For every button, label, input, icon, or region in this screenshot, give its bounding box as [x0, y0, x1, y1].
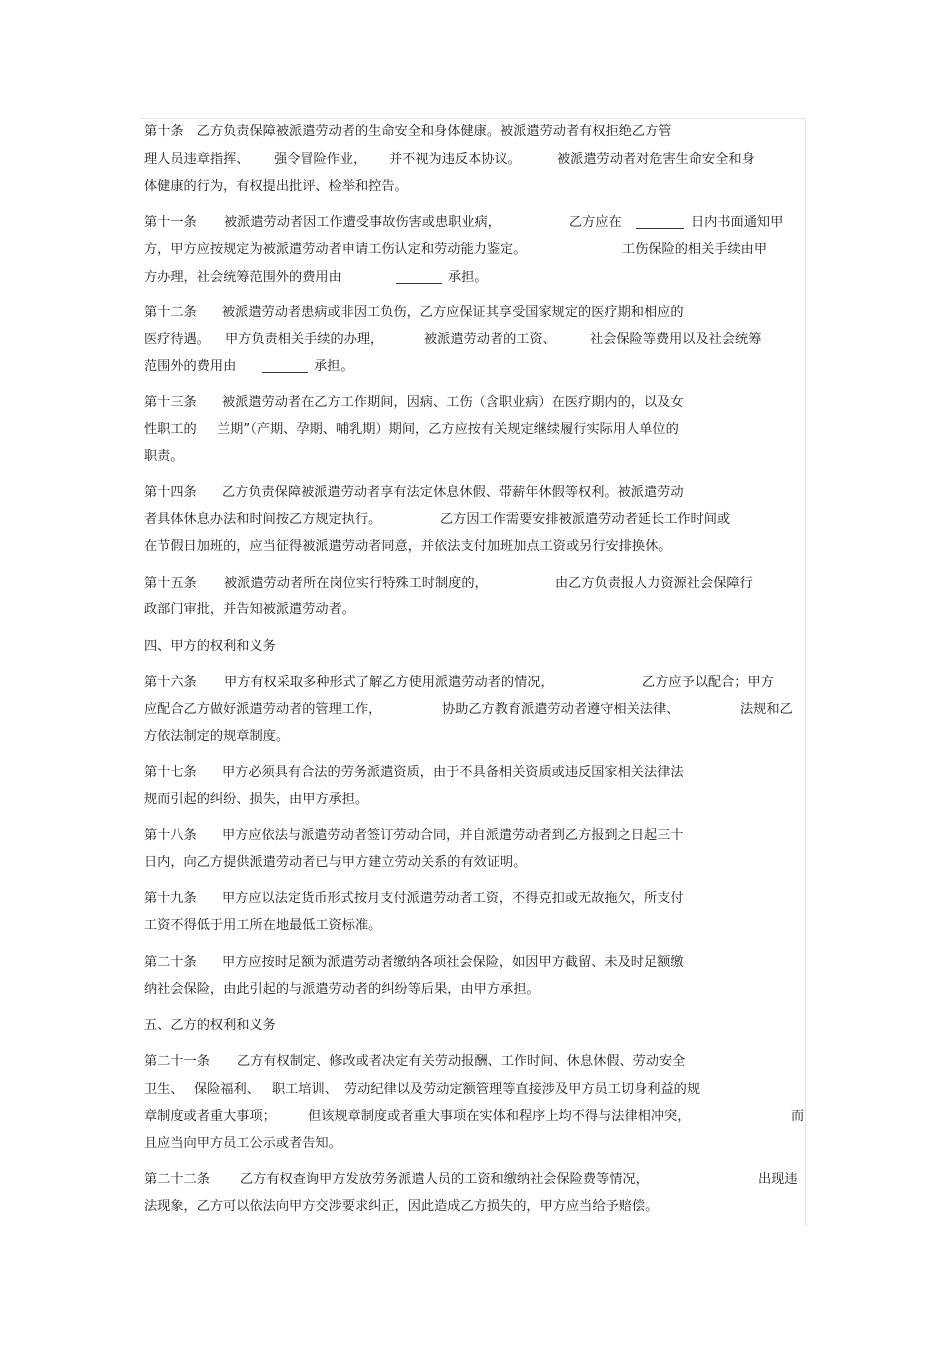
text-art10-l1: 第十条 乙方负责保障被派遣劳动者的生命安全和身体健康。被派遣劳动者有权拒绝乙方管: [144, 124, 672, 139]
text-art11-l1a: 第十一条: [144, 215, 197, 230]
text-art14-l3: 在节假日加班的，应当征得被派遣劳动者同意，并依法支付加班加点工资或另行安排换休。: [144, 539, 672, 554]
text-art10-l2c: 并不视为违反本协议。: [389, 152, 521, 167]
text-art10-l2a: 理人员违章指挥、: [144, 152, 250, 167]
text-art21-l3b: 但该规章制度或者重大事项在实体和程序上均不得与法律相冲突，: [308, 1109, 691, 1124]
text-art21-l2d: 劳动纪律以及劳动定额管理等直接涉及甲方员工切身利益的规: [344, 1082, 701, 1097]
text-art13-l1a: 第十三条: [144, 395, 197, 410]
text-art16-l1c: 乙方应予以配合；甲方: [642, 675, 774, 690]
text-art20-l1a: 第二十条: [144, 955, 197, 970]
text-art11-l2b: 工伤保险的相关手续由甲: [622, 242, 768, 257]
text-art12-l2b: 甲方负责相关手续的办理，: [225, 332, 384, 347]
text-art20-l1b: 甲方应按时足额为派遣劳动者缴纳各项社会保险，如因甲方截留、未及时足额缴: [222, 955, 684, 970]
text-art15-l1c: 由乙方负责报人力资源社会保障行: [555, 576, 753, 591]
text-art11-l1c: 乙方应在: [569, 215, 622, 230]
text-art11-l2a: 方，甲方应按规定为被派遣劳动者申请工伤认定和劳动能力鉴定。: [144, 242, 527, 257]
text-art19-l1a: 第十九条: [144, 891, 197, 906]
text-art22-l1a: 第二十二条: [144, 1172, 210, 1187]
text-art21-l4: 且应当向甲方员工公示或者告知。: [144, 1136, 342, 1151]
text-art12-l3a: 范围外的费用由: [144, 359, 237, 374]
text-art16-l2b: 协助乙方教育派遣劳动者遵守相关法律、: [442, 702, 680, 717]
text-art13-l1b: 被派遣劳动者在乙方工作期间，因病、工伤（含职业病）在医疗期内的，以及女: [222, 395, 684, 410]
text-art21-l1b: 乙方有权制定、修改或者决定有关劳动报酬、工作时间、休息休假、劳动安全: [237, 1054, 686, 1069]
cost-bearer-blank-2[interactable]: [262, 372, 308, 373]
text-art12-l1a: 第十二条: [144, 305, 197, 320]
text-art18-l2: 日内，向乙方提供派遣劳动者已与甲方建立劳动关系的有效证明。: [144, 855, 527, 870]
text-art14-l2b: 乙方因工作需要安排被派遣劳动者延长工作时间或: [440, 512, 731, 527]
text-art21-l2a: 卫生、: [144, 1082, 184, 1097]
text-art17-l1b: 甲方必须具有合法的劳务派遣资质，由于不具备相关资质或违反国家相关法律法: [222, 765, 684, 780]
text-art13-l3: 职责。: [144, 449, 184, 464]
text-art12-l3b: 承担。: [314, 359, 354, 374]
text-art14-l2a: 者具体休息办法和时间按乙方规定执行。: [144, 512, 382, 527]
text-art14-l1b: 乙方负责保障被派遣劳动者享有法定休息休假、带薪年休假等权利。被派遣劳动: [222, 485, 684, 500]
text-art21-l1a: 第二十一条: [144, 1054, 210, 1069]
text-art16-l3: 方依法制定的规章制度。: [144, 729, 290, 744]
text-art11-l3a: 方办理，社会统筹范围外的费用由: [144, 270, 342, 285]
text-art11-l1b: 被派遣劳动者因工作遭受事故伤害或患职业病，: [224, 215, 501, 230]
text-art12-l1b: 被派遣劳动者患病或非因工负伤，乙方应保证其享受国家规定的医疗期和相应的: [222, 305, 684, 320]
text-sec4: 四、甲方的权利和义务: [144, 639, 276, 654]
text-art16-l1a: 第十六条: [144, 675, 197, 690]
text-art15-l2: 政部门审批，并告知被派遣劳动者。: [144, 602, 355, 617]
text-art16-l2a: 应配合乙方做好派遣劳动者的管理工作，: [144, 702, 382, 717]
text-art12-l2c: 被派遣劳动者的工资、: [424, 332, 556, 347]
text-art19-l1b: 甲方应以法定货币形式按月支付派遣劳动者工资，不得克扣或无故拖欠，所支付: [222, 891, 684, 906]
text-art13-l2b: 兰期”（产期、孕期、哺乳期）期间，乙方应按有关规定继续履行实际用人单位的: [217, 422, 679, 437]
text-sec5: 五、乙方的权利和义务: [144, 1018, 276, 1033]
text-art18-l1a: 第十八条: [144, 828, 197, 843]
text-art21-l2b: 保险福利、: [194, 1082, 260, 1097]
text-art15-l1b: 被派遣劳动者所在岗位实行特殊工时制度的，: [224, 576, 488, 591]
text-art16-l1b: 甲方有权采取多种形式了解乙方使用派遣劳动者的情况，: [224, 675, 554, 690]
text-art21-l3c: 而: [791, 1109, 805, 1124]
text-art17-l2: 规而引起的纠纷、损失，由甲方承担。: [144, 792, 369, 807]
text-art21-l2c: 职工培训、: [272, 1082, 338, 1097]
text-art10-l3: 体健康的行为，有权提出批评、检举和控告。: [144, 179, 408, 194]
text-art22-l1b: 乙方有权查询甲方发放劳务派遣人员的工资和缴纳社会保险费等情况，: [240, 1172, 649, 1187]
text-art10-l2b: 强令冒险作业，: [274, 152, 367, 167]
days-blank[interactable]: [636, 228, 684, 229]
text-art16-l2c: 法规和乙: [740, 702, 793, 717]
text-art10-l2d: 被派遣劳动者对危害生命安全和身: [557, 152, 755, 167]
text-art11-l1d: 日内书面通知甲: [691, 215, 784, 230]
text-art14-l1a: 第十四条: [144, 485, 197, 500]
text-art18-l1b: 甲方应依法与派遣劳动者签订劳动合同，并自派遣劳动者到乙方报到之日起三十: [222, 828, 684, 843]
text-art22-l2: 法现象，乙方可以依法向甲方交涉要求纠正，因此造成乙方损失的，甲方应当给予赔偿。: [144, 1199, 659, 1214]
cost-bearer-blank[interactable]: [396, 283, 442, 284]
text-art21-l3a: 章制度或者重大事项；: [144, 1109, 276, 1124]
text-art17-l1a: 第十七条: [144, 765, 197, 780]
text-art19-l2: 工资不得低于用工所在地最低工资标准。: [144, 918, 382, 933]
text-art12-l2d: 社会保险等费用以及社会统筹: [590, 332, 762, 347]
text-art11-l3b: 承担。: [448, 270, 488, 285]
text-art13-l2a: 性职工的: [144, 422, 197, 437]
text-art22-l1c: 出现违: [758, 1172, 798, 1187]
text-art20-l2: 纳社会保险，由此引起的与派遣劳动者的纠纷等后果，由甲方承担。: [144, 982, 540, 997]
text-art12-l2a: 医疗待遇。: [144, 332, 210, 347]
text-art15-l1a: 第十五条: [144, 576, 197, 591]
